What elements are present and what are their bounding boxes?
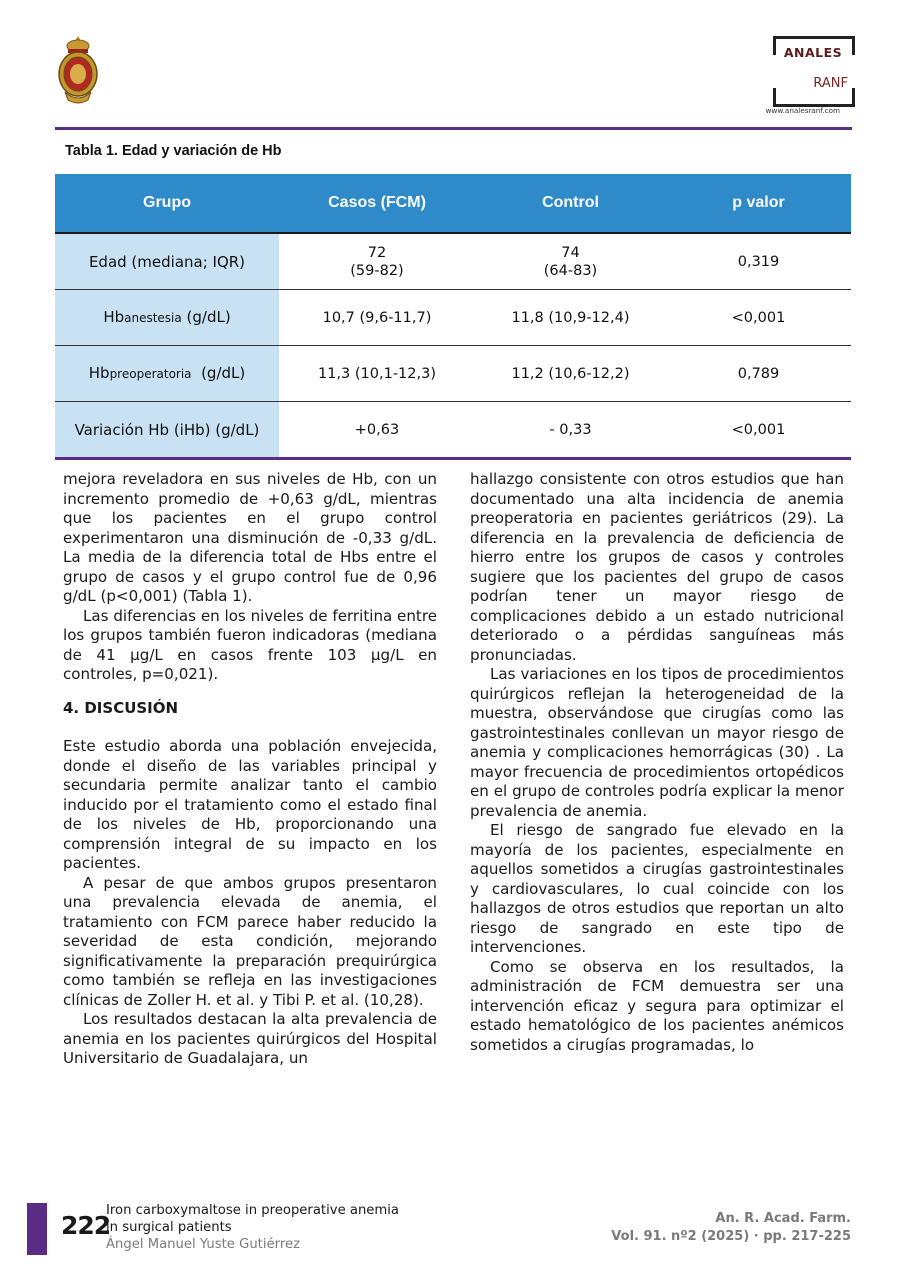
section-heading: 4. DISCUSIÓN — [63, 698, 179, 717]
paragraph: Este estudio aborda una población envejecida, donde el diseño de las variables principal y secundaria permite analizar tanto el cambio inducido por el tratamiento como el estado final de los niveles de Hb, proporcionando una comprensión integral de su impacto en los pacientes. — [63, 737, 437, 872]
paragraph: A pesar de que ambos grupos presentaron una prevalencia elevada de anemia, el tratamiento con FCM parece haber reducido la severidad de esta condición, mejorando significativamente la preparación prequirúrgica como también se refleja en las investigaciones clínicas de Zoller H. et al. y Tibi P. et al. (10,28). — [63, 873, 437, 1009]
label-subscript: preoperatoria — [109, 367, 192, 381]
logo-ranf-text: RANF — [813, 76, 848, 91]
footer-title-line: Iron carboxymaltose in preoperative anemia — [106, 1203, 400, 1218]
table-cell: <0,001 — [666, 402, 851, 459]
table-cell: +0,63 — [279, 402, 475, 459]
table-cell: 11,3 (10,1-12,3) — [279, 346, 475, 402]
label-main: Hb — [103, 308, 125, 326]
table-cell: 11,2 (10,6-12,2) — [475, 346, 666, 402]
table-cell — [279, 233, 475, 290]
table-row — [55, 346, 851, 402]
header-p-valor: p valor — [666, 174, 851, 233]
row-label: Edad (mediana; IQR) — [55, 233, 279, 290]
table-cell: 0,789 — [666, 346, 851, 402]
analesranf-logo — [740, 36, 852, 118]
header-control: Control — [475, 174, 666, 233]
paragraph: Como se observa en los resultados, la administración de FCM demuestra ser una intervención eficaz y segura para optimizar el estado hematológico de los pacientes anémicos sometidos a cirugías programadas, lo — [470, 957, 844, 1054]
label-main: Hb — [88, 364, 110, 382]
logo-anales-text: ANALES — [783, 45, 843, 60]
table-cell — [475, 233, 666, 290]
table-title: Tabla 1. Edad y variación de Hb — [65, 143, 282, 159]
footer-title-line: in surgical patients — [106, 1220, 232, 1235]
paragraph: Las variaciones en los tipos de procedimientos quirúrgicos reflejan la heterogeneidad de la muestra, observándose que cirugías como las gastrointestinales conllevan un mayor riesgo de anemia y complicaciones hemorrágicas (30) . La mayor frecuencia de procedimientos ortopédicos en el grupo de controles podría explicar la menor prevalencia de anemia. — [470, 665, 844, 820]
row-label — [55, 290, 279, 346]
academy-seal-logo — [55, 34, 101, 106]
table-cell: - 0,33 — [475, 402, 666, 459]
footer-journal — [611, 1210, 851, 1246]
footer-article-title — [106, 1202, 399, 1236]
hb-table — [55, 174, 851, 460]
label-unit: (g/dL) — [181, 308, 231, 326]
label-subscript: anestesia — [124, 311, 182, 325]
table-cell: 10,7 (9,6-11,7) — [279, 290, 475, 346]
paragraph: Las diferencias en los niveles de ferritina entre los grupos también fueron indicadoras (mediana de 41 µg/L en casos frente 103 µg/L en controles, p=0,021). — [63, 606, 437, 683]
footer-author: Ángel Manuel Yuste Gutiérrez — [106, 1237, 300, 1252]
row-label: Variación Hb (iHb) (g/dL) — [55, 402, 279, 459]
header-casos: Casos (FCM) — [279, 174, 475, 233]
cell-line: (64-83) — [543, 262, 598, 279]
table-cell: <0,001 — [666, 290, 851, 346]
paragraph: hallazgo consistente con otros estudios que han documentado una alta incidencia de anemia preoperatoria en pacientes geriátricos (29). La diferencia en la prevalencia de deficiencia de hierro entre los grupos de casos y controles sugiere que los pacientes del grupo de casos podrían tener un mayor riesgo de complicaciones debido a un estado nutricional deteriorado o a pérdidas sanguíneas más pronunciadas. — [470, 470, 844, 664]
table-cell: 11,8 (10,9-12,4) — [475, 290, 666, 346]
page-number: 222 — [61, 1211, 111, 1240]
journal-volume: Vol. 91. nº2 (2025) · pp. 217-225 — [611, 1229, 851, 1244]
paragraph: El riesgo de sangrado fue elevado en la mayoría de los pacientes, especialmente en aquellos sometidos a cirugías gastrointestinales y cardiovasculares, lo cual coincide con los hallazgos de otros estudios que reportan un alto riesgo de sangrado en este tipo de intervenciones. — [470, 821, 844, 956]
journal-name: An. R. Acad. Farm. — [715, 1211, 851, 1226]
table-row — [55, 402, 851, 459]
table-row — [55, 290, 851, 346]
logo-url: www.analesranf.com — [765, 106, 840, 115]
header-divider — [55, 127, 852, 130]
header-grupo: Grupo — [55, 174, 279, 233]
label-unit: (g/dL) — [191, 364, 246, 382]
paragraph: Los resultados destacan la alta prevalencia de anemia en los pacientes quirúrgicos del Hospital Universitario de Guadalajara, un — [63, 1010, 437, 1067]
body-column-left — [63, 470, 437, 1069]
table-header-row — [55, 174, 851, 233]
row-label — [55, 346, 279, 402]
table-cell: 0,319 — [666, 233, 851, 290]
cell-line: 72 — [367, 244, 387, 261]
cell-line: 74 — [561, 244, 580, 261]
cell-line: (59-82) — [350, 262, 404, 279]
footer-accent-bar — [27, 1203, 47, 1255]
paragraph: mejora reveladora en sus niveles de Hb, con un incremento promedio de +0,63 g/dL, mientras que los pacientes en el grupo control experimentaron una disminución de -0,33 g/dL. La media de la diferencia total de Hbs entre el grupo de casos y el grupo control fue de 0,96 g/dL (p<0,001) (Tabla 1). — [63, 470, 437, 605]
body-column-right — [470, 470, 844, 1055]
table-row — [55, 233, 851, 290]
